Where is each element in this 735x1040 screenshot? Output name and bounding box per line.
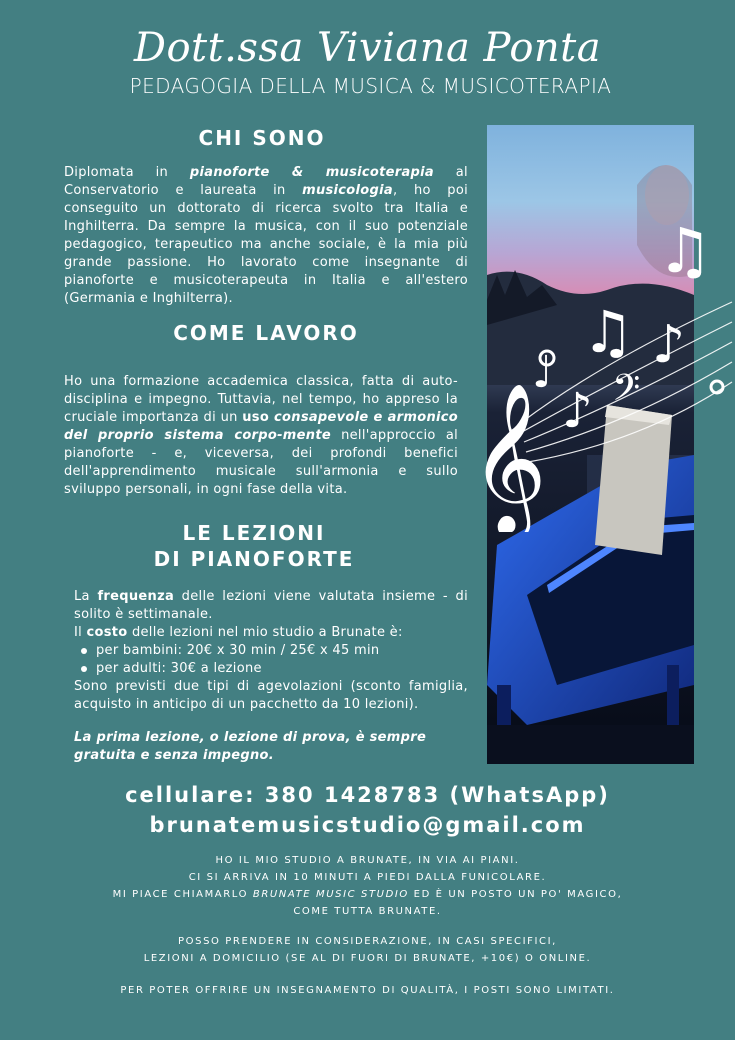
page-subtitle: PEDAGOGIA DELLA MUSICA & MUSICOTERAPIA [129, 74, 612, 98]
svg-text:𝄢: 𝄢 [612, 367, 641, 418]
email-contact[interactable]: brunatemusicstudio@gmail.com [149, 813, 586, 837]
list-item: per adulti: 30€ a lezione [74, 660, 468, 678]
limited-places-note: PER POTER OFFRIRE UN INSEGNAMENTO DI QUALITÀ, I POSTI SONO LIMITATI. [120, 985, 615, 996]
lezioni-title-line2: DI PIANOFORTE [153, 547, 355, 571]
svg-text:♪: ♪ [652, 315, 686, 375]
home-lessons-info [0, 933, 735, 967]
cost-text: Il costo delle lezioni nel mio studio a Brunate è: [74, 625, 403, 640]
price-list [74, 642, 468, 678]
home-lessons-line: LEZIONI A DOMICILIO (SE AL DI FUORI DI BRUNATE, +10€) O ONLINE. [143, 953, 592, 964]
section-title-come-lavoro: COME LAVORO [173, 321, 359, 345]
studio-info-line: CI SI ARRIVA IN 10 MINUTI A PIEDI DALLA FUNICOLARE. [188, 872, 547, 883]
studio-info-line: COME TUTTA BRUNATE. [293, 906, 442, 917]
svg-text:♪: ♪ [562, 383, 593, 439]
list-item: per bambini: 20€ x 30 min / 25€ x 45 min [74, 642, 468, 660]
home-lessons-line: POSSO PRENDERE IN CONSIDERAZIONE, IN CASI SPECIFICI, [178, 936, 557, 947]
music-notes-decoration [462, 212, 735, 532]
treble-clef-icon [470, 381, 547, 532]
svg-text:♫: ♫ [582, 298, 634, 366]
discounts-text: Sono previsti due tipi di agevolazioni (sconto famiglia, acquisto in anticipo di un pacchetto da 10 lezioni). [74, 679, 468, 712]
page-title: Dott.ssa Viviana Ponta [133, 25, 602, 71]
studio-info-line: HO IL MIO STUDIO A BRUNATE, IN VIA AI PIANI. [215, 855, 520, 866]
lezioni-paragraph [74, 588, 468, 714]
frequency-text: La frequenza delle lezioni viene valutata insieme - di solito è settimanale. [74, 589, 468, 622]
free-lesson-note: La prima lezione, o lezione di prova, è sempre gratuita e senza impegno. [74, 730, 427, 763]
section-title-chi-sono: CHI SONO [198, 126, 326, 150]
svg-text:𝄞: 𝄞 [470, 381, 547, 532]
bass-clef-icon [612, 367, 640, 418]
section-title-lezioni [52, 520, 456, 572]
come-lavoro-paragraph: Ho una formazione accademica classica, fatta di auto-disciplina e impegno. Tuttavia, nel tempo, ho appreso la cruciale importanza di un uso consapevole e armonico del proprio sistema corpo-mente nell'approccio al pianoforte - e, viceversa, dei profondi benefici dell'apprendimento musicale sull'armonia e sullo sviluppo personali, in ogni fase della vita. [64, 374, 458, 497]
studio-info [0, 852, 735, 920]
lezioni-title-line1: LE LEZIONI [182, 521, 326, 545]
svg-text:♫: ♫ [657, 214, 713, 287]
chi-sono-paragraph: Diplomata in pianoforte & musicoterapia al Conservatorio e laureata in musicologia, ho poi conseguito un dottorato di ricerca svolto tra Italia e Inghilterra. Da sempre la musica, con il suo potenziale pedagogico, terapeutico ma anche sociale, è la mia più grande passione. Ho lavorato come insegnante di pianoforte e musicoterapeuta in Italia e all'estero (Germania e Inghilterra). [64, 165, 468, 306]
svg-text:♩: ♩ [532, 347, 553, 398]
phone-contact[interactable]: cellulare: 380 1428783 (WhatsApp) [125, 783, 610, 807]
studio-info-line: MI PIACE CHIAMARLO BRUNATE MUSIC STUDIO ED È UN POSTO UN PO' MAGICO, [112, 889, 623, 900]
